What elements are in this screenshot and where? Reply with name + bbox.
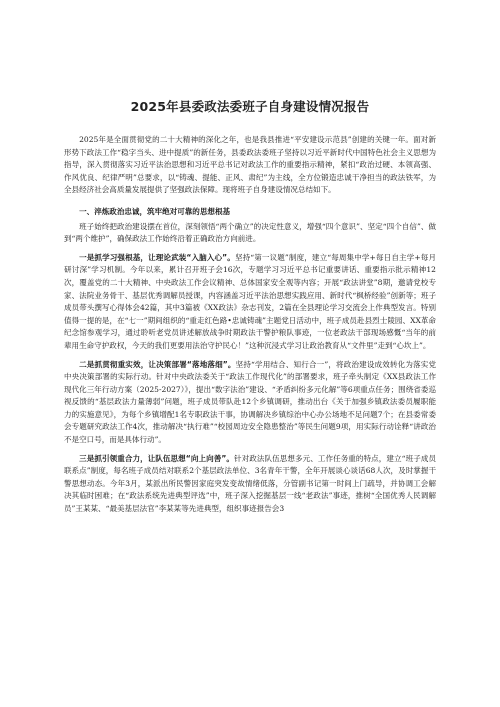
point-three-paragraph (64, 453, 436, 516)
intro-paragraph: 2025年是全面贯彻党的二十大精神的深化之年，也是我县推进“平安建设示范县”创建的关键一年。面对新形势下政法工作“稳字当头、进中提质”的新任务，县委政法委班子坚持以习近平新时代中国特色社会主义思想为指导，深入贯彻落实习近平法治思想和习近平总书记对政法工作的重要指示精神，紧扣“政治过硬、本领高强、作风优良、纪律严明”总要求，以“铸魂、提能、正风、肃纪”为主线，全方位锻造忠诚干净担当的政法铁军，为全县经济社会高质量发展提供了坚强政法保障。现将班子自身建设情况总结如下。 (64, 135, 436, 195)
point-one-lead: 一是抓学习强根基，让理论武装“入脑入心”。 (79, 252, 235, 262)
document-title: 2025年县委政法委班子自身建设情况报告 (130, 99, 370, 114)
point-one-paragraph (64, 252, 436, 353)
point-two-paragraph (64, 359, 436, 447)
point-two-lead: 二是抓贯彻重实效，让决策部署“落地落细”。 (79, 359, 236, 369)
point-three-text: 针对政法队伍思想多元、工作任务重的特点，建立“班子成员联系点”制度，每名班子成员结对联系2个基层政法单位、3名青年干警，全年开展谈心谈话68人次，及时掌握干警思想动态。今年3月，某派出所民警因家庭突发变故情绪低落，分管副书记第一时间上门疏导，并协调工会解决其临时困难；在“政法系统先进典型评选”中，班子深入挖掘基层一线“老政法”事迹，推树“全国优秀人民调解员”王某某、“最美基层法官”李某某等先进典型，组织事迹报告会3 (64, 453, 437, 514)
section-heading-1: 一、淬炼政治忠诚，筑牢绝对可靠的思想根基 (79, 206, 231, 216)
point-one-text: 坚持“第一议题”制度，建立“每周集中学+每日自主学+每月研讨深”学习机制。今年以来，累计召开班子会16次，专题学习习近平总书记重要讲话、重要指示批示精神12次，覆盖党的二十大精神、中央政法工作会议精神、总体国家安全观等内容；开展“政法讲堂”8期，邀请党校专家、法院业务骨干、基层优秀调解员授课，内容涵盖习近平法治思想实践应用、新时代“枫桥经验”创新等；班子成员带头撰写心得体会42篇，其中3篇被《XX政法》杂志刊发，2篇在全县理论学习交流会上作典型发言。特别值得一提的是，在“七一”期间组织的“重走红色路•忠诚铸魂”主题党日活动中，班子成员赴县烈士陵园、XX革命纪念馆参观学习，通过聆听老党员讲述解放战争时期政法干警护粮队事迹，一位老政法干部现场感慨“当年的前辈用生命守护政权，今天的我们更要用法治守护民心！”这种沉浸式学习让政治教育从“文件里”走到“心坎上”。 (64, 252, 436, 350)
section-intro-paragraph: 班子始终把政治建设摆在首位，深刻领悟“两个确立”的决定性意义，增强“四个意识”、坚定“四个自信”、做到“两个维护”，确保政法工作始终沿着正确政治方向前进。 (64, 221, 436, 244)
point-three-lead: 三是抓引领重合力，让队伍思想“向上向善”。 (79, 453, 234, 463)
point-two-text: 坚持“学用结合、知行合一”，将政治建设成效转化为落实党中央决策部署的实际行动。针对中央政法委关于“政法工作现代化”的部署要求，班子牵头制定《XX县政法工作现代化三年行动方案（2025-2027）》，提出“数字法治”建设、“矛盾纠纷多元化解”等6项重点任务；围绕省委巡视反馈的“基层政法力量薄弱”问题，班子成员带队赴12个乡镇调研，推动出台《关于加强乡镇政法委员履职能力的实施意见》，为每个乡镇增配1名专职政法干事，协调解决乡镇综治中心办公场地不足问题7个；在县委常委会专题研究政法工作4次，推动解决“执行难”“校园周边安全隐患整治”等民生问题9项，用实际行动诠释“讲政治不是空口号，而是具体行动”。 (64, 359, 436, 445)
